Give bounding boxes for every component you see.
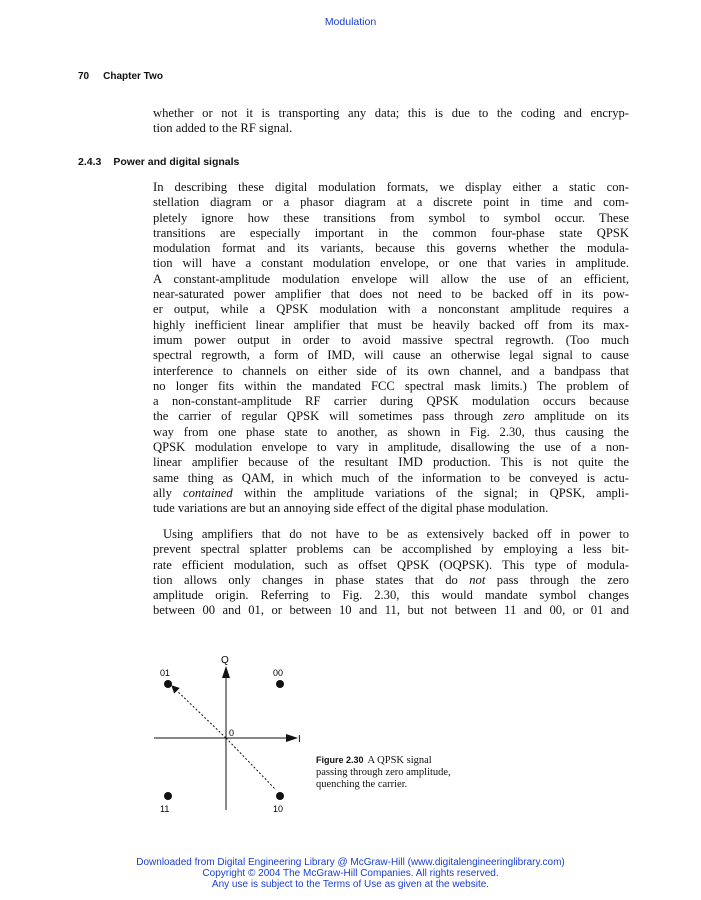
chapter-label: Chapter Two bbox=[103, 71, 163, 82]
text-line bbox=[153, 573, 629, 588]
text-line: tion will have a constant modulation envelope, or one that varies in amplitude. bbox=[153, 256, 629, 271]
header-title: Modulation bbox=[324, 16, 377, 28]
text-line: er output, while a QPSK modulation with a nonconstant amplitude requires a bbox=[153, 302, 629, 317]
text-line: stellation diagram or a phasor diagram at a discrete point in time and com- bbox=[153, 195, 629, 210]
text-line: whether or not it is transporting any data; this is due to the coding and encryp- bbox=[153, 106, 629, 120]
caption-line: passing through zero amplitude, bbox=[316, 767, 451, 778]
section-title: Power and digital signals bbox=[113, 156, 240, 168]
i-axis-arrow bbox=[286, 734, 298, 742]
caption-label: Figure 2.30 bbox=[316, 755, 364, 765]
transition-path-from-10 bbox=[226, 738, 276, 790]
footer-link[interactable]: Downloaded from Digital Engineering Library @ McGraw-Hill (www.digitalengineeringlibrary.com) bbox=[136, 857, 565, 868]
text-line: between 00 and 01, or between 10 and 11, but not between 11 and 00, or 01 and bbox=[153, 603, 629, 618]
text-line: interference to channels on either side of its own channel, and a bandpass that bbox=[153, 363, 629, 378]
text-line: In describing these digital modulation formats, we display either a static con- bbox=[153, 180, 629, 194]
text-segment: within the amplitude variations of the signal; in QPSK, ampli- bbox=[243, 485, 629, 500]
text-line: amplitude origin. Referring to Fig. 2.30, this would mandate symbol changes bbox=[153, 588, 629, 603]
text-line: tion added to the RF signal. bbox=[153, 121, 293, 136]
footer-terms: Any use is subject to the Terms of Use as given at the website. bbox=[211, 879, 490, 890]
text-line: a non-constant-amplitude RF carrier during QPSK modulation occurs because bbox=[153, 394, 629, 409]
text-line: pletely ignore how these transitions from symbol to symbol occur. These bbox=[153, 210, 629, 225]
text-line: highly inefficient linear amplifier that must be heavily backed off from its max- bbox=[153, 317, 629, 332]
text-segment: tion allows only changes in phase states that do bbox=[153, 572, 458, 587]
text-line: QPSK modulation envelope to vary in amplitude, disallowing the use of a non- bbox=[153, 440, 629, 455]
text-segment: the carrier of regular QPSK will sometimes pass through bbox=[153, 409, 494, 424]
symbol-point-01 bbox=[164, 680, 172, 688]
text-line: linear amplifier because of the resultant IMD production. This is not quite the bbox=[153, 455, 629, 470]
running-head bbox=[78, 71, 163, 82]
footer-copyright: Copyright © 2004 The McGraw-Hill Companies. All rights reserved. bbox=[202, 868, 499, 879]
emphasis-contained: contained bbox=[183, 485, 233, 500]
paragraph-1 bbox=[153, 180, 629, 517]
text-line: rate efficient modulation, such as offset QPSK (OQPSK). This type of modula- bbox=[153, 557, 629, 572]
emphasis-not: not bbox=[469, 572, 486, 587]
q-axis-label: Q bbox=[221, 655, 229, 666]
symbol-point-00 bbox=[276, 680, 284, 688]
qpsk-constellation-figure bbox=[140, 650, 320, 820]
text-line: tude variations are but an annoying side effect of the digital phase modulation. bbox=[153, 501, 549, 516]
text-segment: ally bbox=[153, 485, 172, 500]
text-segment: pass through the zero bbox=[496, 572, 629, 587]
figure-caption bbox=[316, 754, 496, 791]
intro-text bbox=[153, 106, 629, 137]
caption-line: quenching the carrier. bbox=[316, 779, 408, 790]
i-axis-label: I bbox=[298, 734, 301, 745]
text-line: transitions are especially important in the common four-phase state QPSK bbox=[153, 225, 629, 240]
caption-text: A QPSK signal bbox=[367, 755, 432, 766]
text-line bbox=[153, 409, 629, 424]
symbol-point-10 bbox=[276, 792, 284, 800]
text-line: same thing as QAM, in which much of the information to be conveyed is actu- bbox=[153, 470, 629, 485]
point-label-01: 01 bbox=[160, 668, 171, 678]
text-line: near-saturated power amplifier that does not need to be backed off in its pow- bbox=[153, 287, 629, 302]
paragraph-2 bbox=[153, 527, 629, 619]
origin-label: 0 bbox=[229, 728, 235, 738]
q-axis-arrow bbox=[222, 666, 230, 678]
text-segment: amplitude on its bbox=[534, 409, 629, 424]
symbol-point-11 bbox=[164, 792, 172, 800]
section-heading bbox=[78, 156, 239, 168]
text-line: spectral regrowth, a form of IMD, will cause an otherwise legal signal to cause bbox=[153, 348, 629, 363]
point-label-11: 11 bbox=[160, 804, 170, 814]
text-line: no longer fits within the mandated FCC spectral mask limits.) The problem of bbox=[153, 378, 629, 393]
text-line: prevent spectral splatter problems can be accomplished by employing a less bit- bbox=[153, 542, 629, 557]
text-line: Using amplifiers that do not have to be as extensively backed off in power to bbox=[163, 527, 629, 541]
text-line: modulation format and its variants, because this governs whether the modula- bbox=[153, 241, 629, 256]
section-number: 2.4.3 bbox=[78, 156, 102, 168]
page-number: 70 bbox=[78, 71, 90, 82]
text-line: way from one phase state to another, as shown in Fig. 2.30, thus causing the bbox=[153, 424, 629, 439]
text-line bbox=[153, 486, 629, 501]
text-line: A constant-amplitude modulation envelope will allow the use of an efficient, bbox=[153, 271, 629, 286]
emphasis-zero: zero bbox=[503, 409, 525, 424]
footer bbox=[0, 857, 701, 890]
caption-line bbox=[316, 754, 496, 767]
point-label-00: 00 bbox=[273, 668, 284, 678]
text-line: imum power output in order to avoid massive spectral regrowth. (Too much bbox=[153, 332, 629, 347]
transition-path-to-01 bbox=[172, 686, 226, 738]
point-label-10: 10 bbox=[273, 804, 284, 814]
